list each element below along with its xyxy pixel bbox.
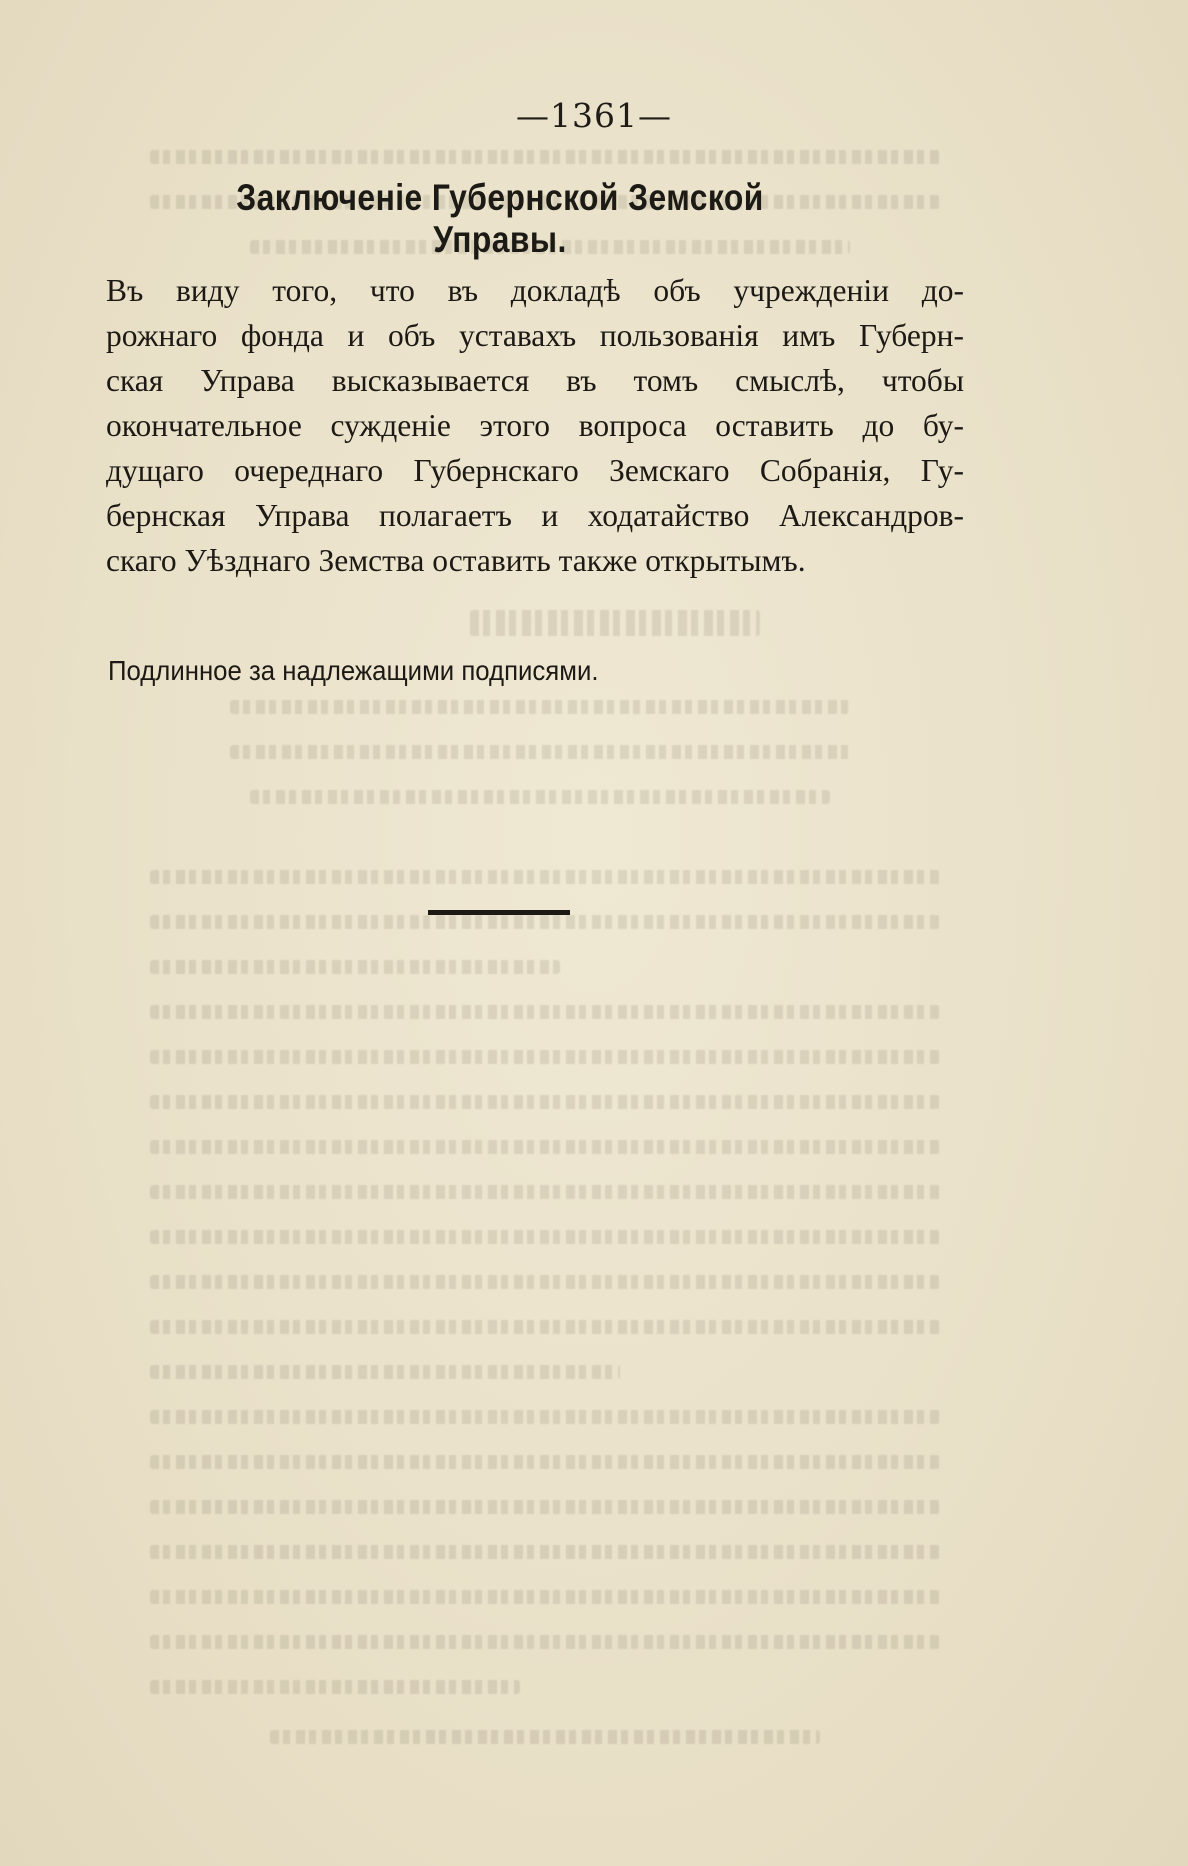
body-line: Въ виду того, что въ докладѣ объ учрежденіи до- bbox=[106, 273, 964, 308]
body-line: бернская Управа полагаетъ и ходатайство Александров- bbox=[106, 498, 964, 533]
body-line: ская Управа высказывается въ томъ смыслѣ, чтобы bbox=[106, 363, 964, 398]
body-line: окончательное сужденіе этого вопроса оставить до бу- bbox=[106, 408, 964, 443]
closing-rule bbox=[428, 910, 570, 915]
signature-note: Подлинное за надлежащими подписями. bbox=[108, 655, 599, 686]
body-line: рожнаго фонда и объ уставахъ пользованія имъ Губерн- bbox=[106, 318, 964, 353]
body-paragraph bbox=[106, 268, 964, 583]
body-line: скаго Уѣзднаго Земства оставить также открытымъ. bbox=[106, 543, 806, 578]
page-number: —1361— bbox=[516, 96, 672, 135]
body-line: дущаго очереднаго Губернскаго Земскаго Собранія, Гу- bbox=[106, 453, 964, 488]
section-title: Заключеніе Губернской Земской Управы. bbox=[236, 177, 764, 260]
